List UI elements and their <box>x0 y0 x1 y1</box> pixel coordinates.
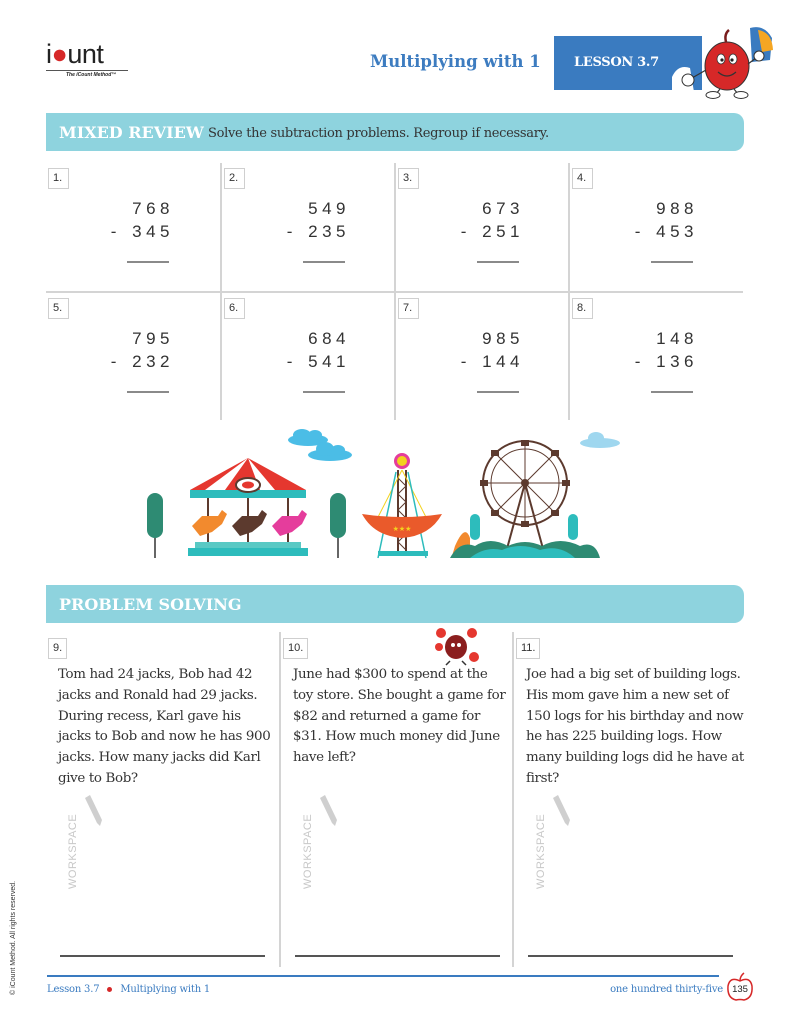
problem-text: Tom had 24 jacks, Bob had 42 jacks and Ronald had 29 jacks. During recess, Karl gave his jacks to Bob and now he has 900 jacks. How many jacks did Karl give to Bob? <box>58 667 271 786</box>
workspace-area[interactable] <box>524 802 574 892</box>
subtrahend-row <box>454 222 524 245</box>
ferris-wheel-icon <box>450 440 600 558</box>
amusement-park-illustration <box>130 428 620 563</box>
mixed-review-heading: MIXED REVIEW <box>59 123 204 142</box>
footer-page-words: one hundred thirty-five <box>610 984 723 995</box>
cloud-icon <box>580 432 620 448</box>
pendulum-ride-icon <box>362 453 442 558</box>
problem-number: 5. <box>48 298 69 319</box>
subtraction-problem <box>568 163 743 292</box>
subtrahend: 144 <box>482 352 524 371</box>
tree-icon <box>147 493 163 558</box>
subtrahend: 235 <box>308 222 350 241</box>
problem-number: 6. <box>224 298 245 319</box>
footer-rule <box>47 975 719 977</box>
minus-sign: - <box>460 352 471 371</box>
minuend: 768 <box>132 199 174 218</box>
problem-number: 10. <box>283 638 308 659</box>
footer-lesson: Lesson 3.7 <box>47 984 100 995</box>
subtrahend: 136 <box>656 352 698 371</box>
copyright-notice: © iCount Method. All rights reserved. <box>10 880 17 995</box>
answer-rule <box>477 261 519 263</box>
problem-expression <box>280 329 350 375</box>
subtrahend-row <box>104 222 174 245</box>
answer-rule <box>477 391 519 393</box>
problem-number: 8. <box>572 298 593 319</box>
carousel-icon <box>188 458 308 556</box>
answer-line[interactable] <box>295 955 500 957</box>
pencil-icon <box>550 794 572 828</box>
problem-number: 2. <box>224 168 245 189</box>
minus-sign: - <box>110 352 121 371</box>
subtraction-problem <box>46 291 221 420</box>
answer-rule <box>127 261 169 263</box>
footer-title: Multiplying with 1 <box>120 984 211 995</box>
problem-number: 1. <box>48 168 69 189</box>
workspace-area[interactable] <box>56 802 106 892</box>
problem-solving-heading: PROBLEM SOLVING <box>59 595 242 614</box>
problem-text: June had $300 to spend at the toy store. She bought a game for $82 and returned a game for $31. How much money did June have left? <box>293 667 506 766</box>
answer-rule <box>303 391 345 393</box>
subtraction-problem <box>394 291 569 420</box>
subtrahend-row <box>104 352 174 375</box>
page-number: 135 <box>732 984 748 995</box>
subtrahend-row <box>280 222 350 245</box>
minuend: 988 <box>656 199 698 218</box>
minuend: 985 <box>482 329 524 348</box>
answer-rule <box>303 261 345 263</box>
pencil-icon <box>317 794 339 828</box>
lesson-title: Multiplying with 1 <box>370 52 541 71</box>
problem-expression <box>628 329 698 375</box>
problem-number: 11. <box>516 638 540 659</box>
problem-number: 7. <box>398 298 419 319</box>
subtrahend-row <box>628 352 698 375</box>
minus-sign: - <box>286 222 297 241</box>
answer-rule <box>651 261 693 263</box>
problem-number: 3. <box>398 168 419 189</box>
minuend: 795 <box>132 329 174 348</box>
pencil-icon <box>82 794 104 828</box>
subtrahend: 251 <box>482 222 524 241</box>
problem-expression <box>104 199 174 245</box>
minus-sign: - <box>286 352 297 371</box>
icount-logo <box>46 40 136 80</box>
logo-rule <box>46 70 128 71</box>
svg-text:★★★: ★★★ <box>392 525 412 533</box>
workspace-area[interactable] <box>291 802 341 892</box>
minus-sign: - <box>634 352 645 371</box>
subtrahend-row <box>454 352 524 375</box>
minus-sign: - <box>634 222 645 241</box>
answer-line[interactable] <box>60 955 265 957</box>
lesson-tab-label: LESSON 3.7 <box>574 55 659 70</box>
minuend: 549 <box>308 199 350 218</box>
word-problem <box>46 632 278 967</box>
workspace-label: WORKSPACE <box>67 813 79 889</box>
subtraction-problem <box>568 291 743 420</box>
apple-mascot-icon <box>672 22 777 100</box>
minuend: 673 <box>482 199 524 218</box>
subtraction-problem <box>394 163 569 292</box>
subtrahend-row <box>280 352 350 375</box>
problem-number: 4. <box>572 168 593 189</box>
page-number-badge <box>726 972 754 1002</box>
minuend: 684 <box>308 329 350 348</box>
word-problem <box>279 632 511 967</box>
problem-text: Joe had a big set of building logs. His mom gave him a new set of 150 logs for his birthday and now he has 225 building logs. How many building logs did he have at first? <box>526 667 744 786</box>
subtrahend: 232 <box>132 352 174 371</box>
answer-rule <box>651 391 693 393</box>
problem-expression <box>454 199 524 245</box>
juggling-apple-mascot-icon <box>434 627 480 667</box>
apple-bullet-icon <box>107 987 112 992</box>
problem-expression <box>454 329 524 375</box>
answer-line[interactable] <box>528 955 733 957</box>
minus-sign: - <box>110 222 121 241</box>
problem-expression <box>628 199 698 245</box>
subtrahend: 541 <box>308 352 350 371</box>
subtraction-problem-grid <box>46 163 744 421</box>
subtraction-problem <box>220 163 395 292</box>
footer-lesson-info <box>47 984 210 995</box>
word-problem <box>512 632 744 967</box>
subtraction-problem <box>220 291 395 420</box>
minuend: 148 <box>656 329 698 348</box>
problem-solving-banner <box>46 585 744 623</box>
logo-tagline: The iCount Method™ <box>66 72 117 78</box>
subtrahend-row <box>628 222 698 245</box>
workspace-label: WORKSPACE <box>535 813 547 889</box>
workspace-label: WORKSPACE <box>302 813 314 889</box>
subtraction-problem <box>46 163 221 292</box>
problem-expression <box>280 199 350 245</box>
tree-icon <box>330 493 346 558</box>
subtrahend: 453 <box>656 222 698 241</box>
problem-expression <box>104 329 174 375</box>
mixed-review-banner <box>46 113 744 151</box>
subtrahend: 345 <box>132 222 174 241</box>
minus-sign: - <box>460 222 471 241</box>
answer-rule <box>127 391 169 393</box>
problem-number: 9. <box>48 638 67 659</box>
logo-wordmark: i●unt <box>46 39 104 69</box>
mixed-review-instructions: Solve the subtraction problems. Regroup if necessary. <box>208 126 549 141</box>
